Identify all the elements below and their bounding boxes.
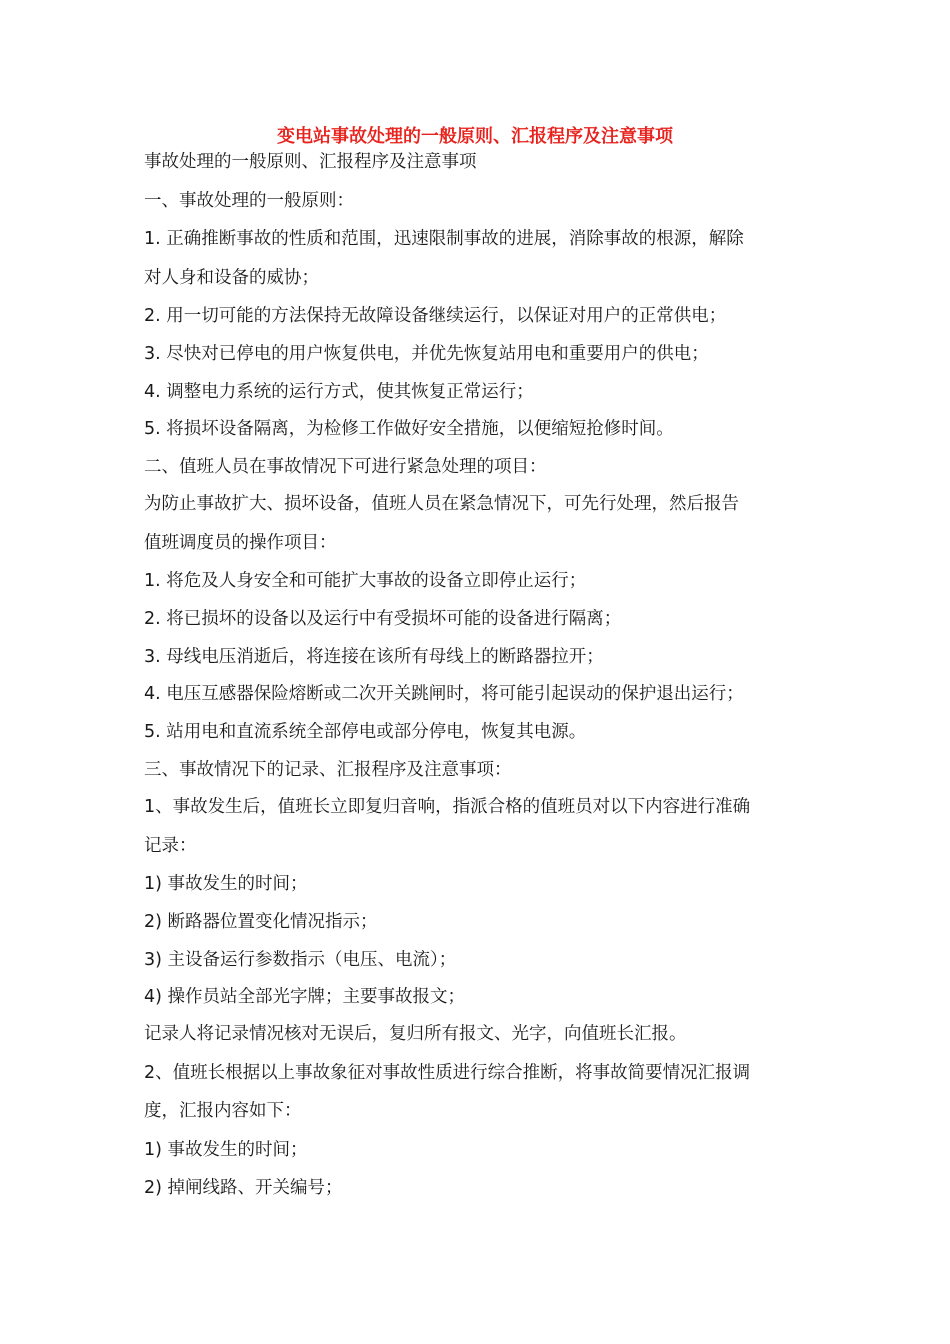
body-line: 1. 正确推断事故的性质和范围，迅速限制事故的进展，消除事故的根源，解除 (144, 229, 744, 249)
body-line: 三、事故情况下的记录、汇报程序及注意事项： (144, 760, 512, 780)
body-line: 3) 主设备运行参数指示（电压、电流）； (144, 950, 457, 970)
body-line: 2) 断路器位置变化情况指示； (144, 912, 378, 932)
body-line: 记录： (144, 836, 197, 856)
body-line: 3. 母线电压消逝后，将连接在该所有母线上的断路器拉开； (144, 647, 604, 667)
document-title: 变电站事故处理的一般原则、汇报程序及注意事项 (277, 126, 673, 147)
body-line: 度，汇报内容如下： (144, 1101, 302, 1121)
body-line: 对人身和设备的威协； (144, 268, 319, 288)
body-line: 值班调度员的操作项目： (144, 533, 337, 553)
body-line: 2) 掉闸线路、开关编号； (144, 1178, 343, 1198)
body-line: 为防止事故扩大、损坏设备，值班人员在紧急情况下，可先行处理，然后报告 (144, 494, 739, 514)
body-line: 一、事故处理的一般原则： (144, 191, 354, 211)
body-line: 1) 事故发生的时间； (144, 1140, 308, 1160)
body-line: 4. 调整电力系统的运行方式，使其恢复正常运行； (144, 382, 534, 402)
body-line: 2、值班长根据以上事故象征对事故性质进行综合推断，将事故简要情况汇报调 (144, 1063, 751, 1083)
body-line: 事故处理的一般原则、汇报程序及注意事项 (144, 152, 477, 172)
body-line: 4) 操作员站全部光字牌；主要事故报文； (144, 987, 466, 1007)
body-line: 4. 电压互感器保险熔断或二次开关跳闸时，将可能引起误动的保护退出运行； (144, 684, 744, 704)
body-line: 3. 尽快对已停电的用户恢复供电，并优先恢复站用电和重要用户的供电； (144, 344, 709, 364)
body-line: 5. 站用电和直流系统全部停电或部分停电，恢复其电源。 (144, 722, 587, 742)
body-line: 记录人将记录情况核对无误后，复归所有报文、光字，向值班长汇报。 (144, 1024, 687, 1044)
body-line: 1) 事故发生的时间； (144, 874, 308, 894)
body-line: 5. 将损坏设备隔离，为检修工作做好安全措施，以便缩短抢修时间。 (144, 419, 674, 439)
body-line: 2. 用一切可能的方法保持无故障设备继续运行，以保证对用户的正常供电； (144, 306, 727, 326)
body-line: 1. 将危及人身安全和可能扩大事故的设备立即停止运行； (144, 571, 587, 591)
body-line: 二、值班人员在事故情况下可进行紧急处理的项目： (144, 457, 547, 477)
body-line: 1、事故发生后，值班长立即复归音响，指派合格的值班员对以下内容进行准确 (144, 797, 751, 817)
body-line: 2. 将已损坏的设备以及运行中有受损坏可能的设备进行隔离； (144, 609, 622, 629)
